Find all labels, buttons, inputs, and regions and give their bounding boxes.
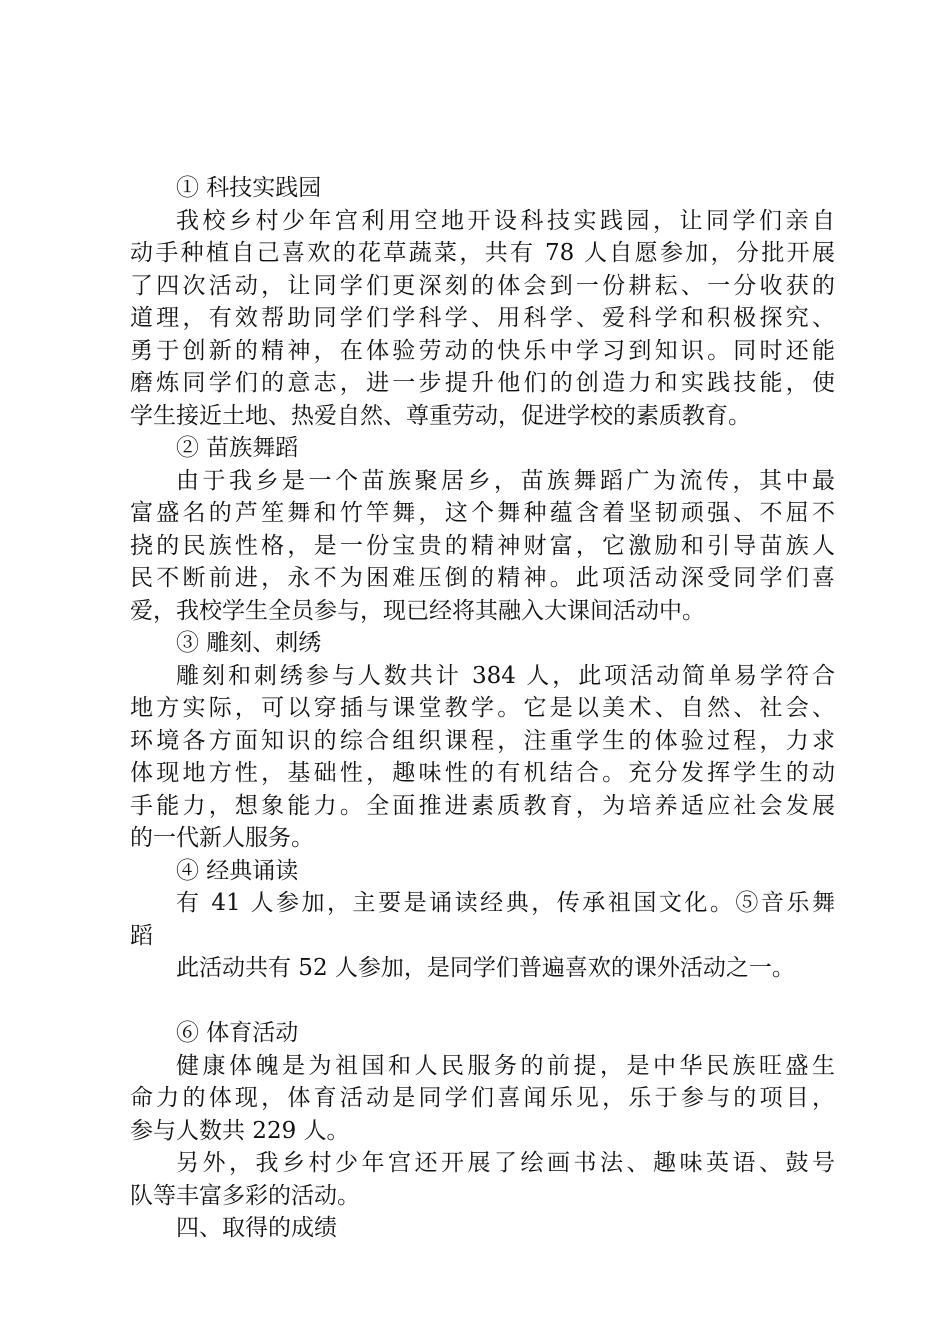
body-text-line: 另外，我乡村少年宫还开展了绘画书法、趣味英语、鼓号 bbox=[176, 1150, 835, 1176]
body-text-line: 此活动共有 52 人参加，是同学们普遍喜欢的课外活动之一。 bbox=[176, 955, 795, 981]
body-text-line: 动手种植自己喜欢的花草蔬菜，共有 78 人自愿参加，分批开展 bbox=[130, 240, 835, 266]
body-text-line: 地方实际，可以穿插与课堂教学。它是以美术、自然、社会、 bbox=[130, 695, 835, 721]
body-text-line: 健康体魄是为祖国和人民服务的前提，是中华民族旺盛生 bbox=[176, 1052, 835, 1079]
body-text-line: 富盛名的芦笙舞和竹竿舞，这个舞种蕴含着坚韧顽强、不屈不 bbox=[130, 500, 835, 526]
body-text-line: 道理，有效帮助同学们学科学、用科学、爱科学和积极探究、 bbox=[130, 305, 835, 331]
body-text-line: 我校乡村少年宫利用空地开设科技实践园，让同学们亲自 bbox=[176, 207, 835, 234]
body-text-line: 参与人数共 229 人。 bbox=[130, 1117, 350, 1144]
body-text-line: 蹈 bbox=[130, 922, 153, 949]
section-heading: ② 苗族舞蹈 bbox=[176, 435, 299, 461]
body-text-line: 爱，我校学生全员参与，现已经将其融入大课间活动中。 bbox=[130, 597, 705, 624]
body-text-line: 了四次活动，让同学们更深刻的体会到一份耕耘、一分收获的 bbox=[130, 272, 835, 299]
body-text-line: 环境各方面知识的综合组织课程，注重学生的体验过程，力求 bbox=[130, 727, 835, 754]
body-text-line: 民不断前进，永不为困难压倒的精神。此项活动深受同学们喜 bbox=[130, 565, 835, 591]
body-text-line: 有 41 人参加，主要是诵读经典，传承祖国文化。⑤音乐舞 bbox=[176, 890, 835, 916]
body-text-line: 挠的民族性格，是一份宝贵的精神财富，它激励和引导苗族人 bbox=[130, 532, 835, 559]
section-heading: ④ 经典诵读 bbox=[176, 857, 299, 884]
body-text-line: 学生接近土地、热爱自然、尊重劳动，促进学校的素质教育。 bbox=[130, 402, 751, 429]
document-page bbox=[130, 172, 835, 1245]
section-heading: ① 科技实践园 bbox=[176, 175, 322, 201]
body-text-line: 磨炼同学们的意志，进一步提升他们的创造力和实践技能，使 bbox=[130, 370, 835, 396]
section-heading: 四、取得的成绩 bbox=[176, 1215, 337, 1241]
body-text-line: 由于我乡是一个苗族聚居乡，苗族舞蹈广为流传，其中最 bbox=[176, 467, 835, 494]
section-heading: ③ 雕刻、刺绣 bbox=[176, 630, 322, 656]
body-text-line: 勇于创新的精神，在体验劳动的快乐中学习到知识。同时还能 bbox=[130, 337, 835, 364]
body-text-line: 命力的体现，体育活动是同学们喜闻乐见，乐于参与的项目， bbox=[130, 1085, 835, 1111]
body-text-line: 队等丰富多彩的活动。 bbox=[130, 1182, 360, 1209]
blank-line bbox=[130, 985, 835, 1018]
body-text-line: 手能力，想象能力。全面推进素质教育，为培养适应社会发展 bbox=[130, 792, 835, 819]
body-text-line: 雕刻和刺绣参与人数共计 384 人，此项活动简单易学符合 bbox=[176, 662, 835, 689]
body-text-line: 体现地方性，基础性，趣味性的有机结合。充分发挥学生的动 bbox=[130, 760, 835, 786]
body-text-line: 的一代新人服务。 bbox=[130, 825, 314, 851]
section-heading: ⑥ 体育活动 bbox=[176, 1020, 299, 1046]
